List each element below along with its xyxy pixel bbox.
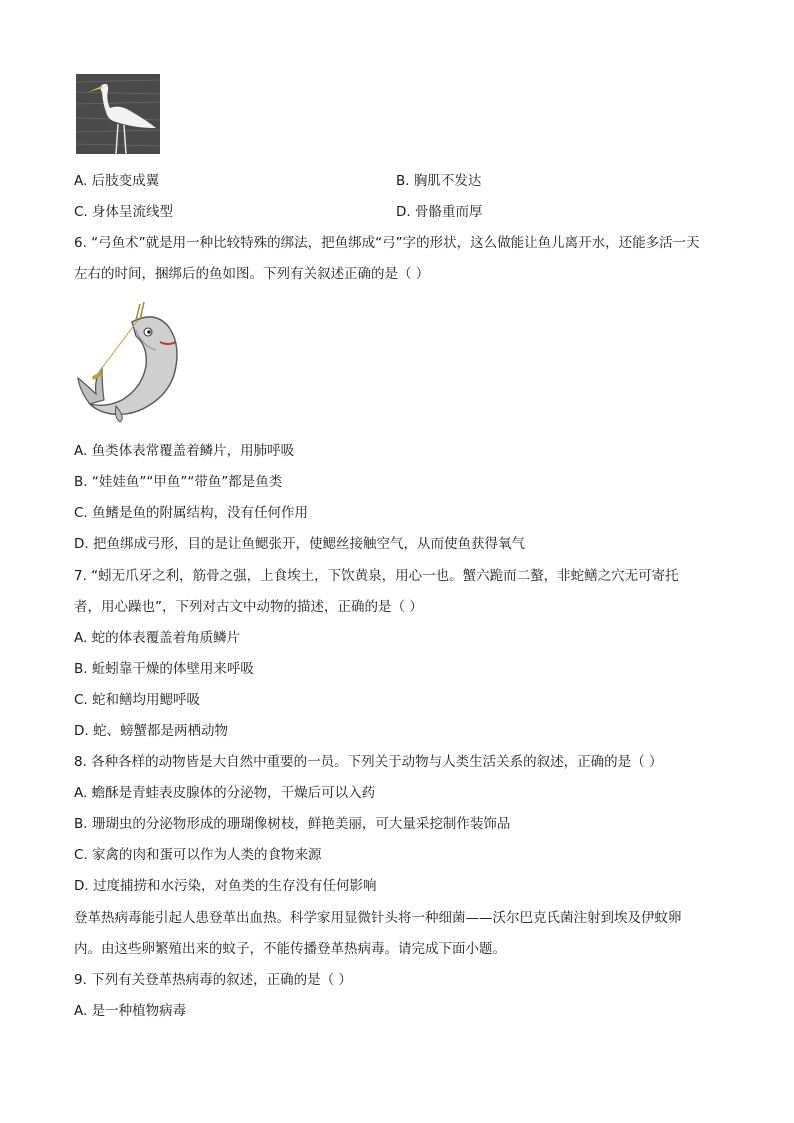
q8-option-b: B. 珊瑚虫的分泌物形成的珊瑚像树枝，鲜艳美丽，可大量采挖制作装饰品 (74, 816, 511, 832)
q7-option-d: D. 蛇、螃蟹都是两栖动物 (74, 723, 228, 739)
q5-option-d: D. 骨骼重而厚 (396, 204, 483, 220)
q7-option-c: C. 蛇和鳝均用鳃呼吸 (74, 692, 201, 708)
q7-option-a: A. 蛇的体表覆盖着角质鳞片 (74, 630, 241, 646)
q6-option-b: B. “娃娃鱼”“甲鱼”“带鱼”都是鱼类 (74, 474, 283, 490)
q8-option-a: A. 蟾酥是青蛙表皮腺体的分泌物，干燥后可以入药 (74, 785, 376, 801)
passage-line1: 登革热病毒能引起人患登革出血热。科学家用显微针头将一种细菌——沃尔巴克氏菌注射到埃及伊蚊卵 (74, 910, 682, 926)
passage-line2: 内。由这些卵繁殖出来的蚊子，不能传播登革热病毒。请完成下面小题。 (74, 941, 506, 957)
q6-stem-line1: 6. “弓鱼术”就是用一种比较特殊的绑法，把鱼绑成“弓”字的形状，这么做能让鱼儿离开水，还能多活一天 (74, 235, 700, 251)
q7-option-b: B. 蚯蚓靠干燥的体壁用来呼吸 (74, 661, 254, 677)
bow-fish-image (76, 296, 182, 424)
q6-option-a: A. 鱼类体表常覆盖着鳞片，用肺呼吸 (74, 443, 295, 459)
q9-option-a: A. 是一种植物病毒 (74, 1003, 187, 1019)
q8-option-c: C. 家禽的肉和蛋可以作为人类的食物来源 (74, 847, 322, 863)
q8-stem: 8. 各种各样的动物皆是大自然中重要的一员。下列关于动物与人类生活关系的叙述，正确的是（ ） (74, 754, 663, 770)
q6-stem-line2: 左右的时间，捆绑后的鱼如图。下列有关叙述正确的是（ ） (74, 266, 430, 282)
q6-option-d: D. 把鱼绑成弓形，目的是让鱼鳃张开，使鳃丝接触空气，从而使鱼获得氧气 (74, 536, 525, 552)
egret-image (76, 74, 160, 154)
q7-stem-line2: 者，用心躁也”，下列对古文中动物的描述，正确的是（ ） (74, 599, 423, 615)
q5-option-b: B. 胸肌不发达 (396, 173, 482, 189)
q5-option-c: C. 身体呈流线型 (74, 204, 174, 220)
q8-option-d: D. 过度捕捞和水污染，对鱼类的生存没有任何影响 (74, 878, 377, 894)
q9-stem: 9. 下列有关登革热病毒的叙述，正确的是（ ） (74, 972, 352, 988)
q5-option-a: A. 后肢变成翼 (74, 173, 160, 189)
q6-option-c: C. 鱼鳍是鱼的附属结构，没有任何作用 (74, 505, 309, 521)
q7-stem-line1: 7. “蚓无爪牙之利，筋骨之强，上食埃土，下饮黄泉，用心一也。蟹六跪而二螯，非蛇鳝之穴无可寄托 (74, 568, 679, 584)
